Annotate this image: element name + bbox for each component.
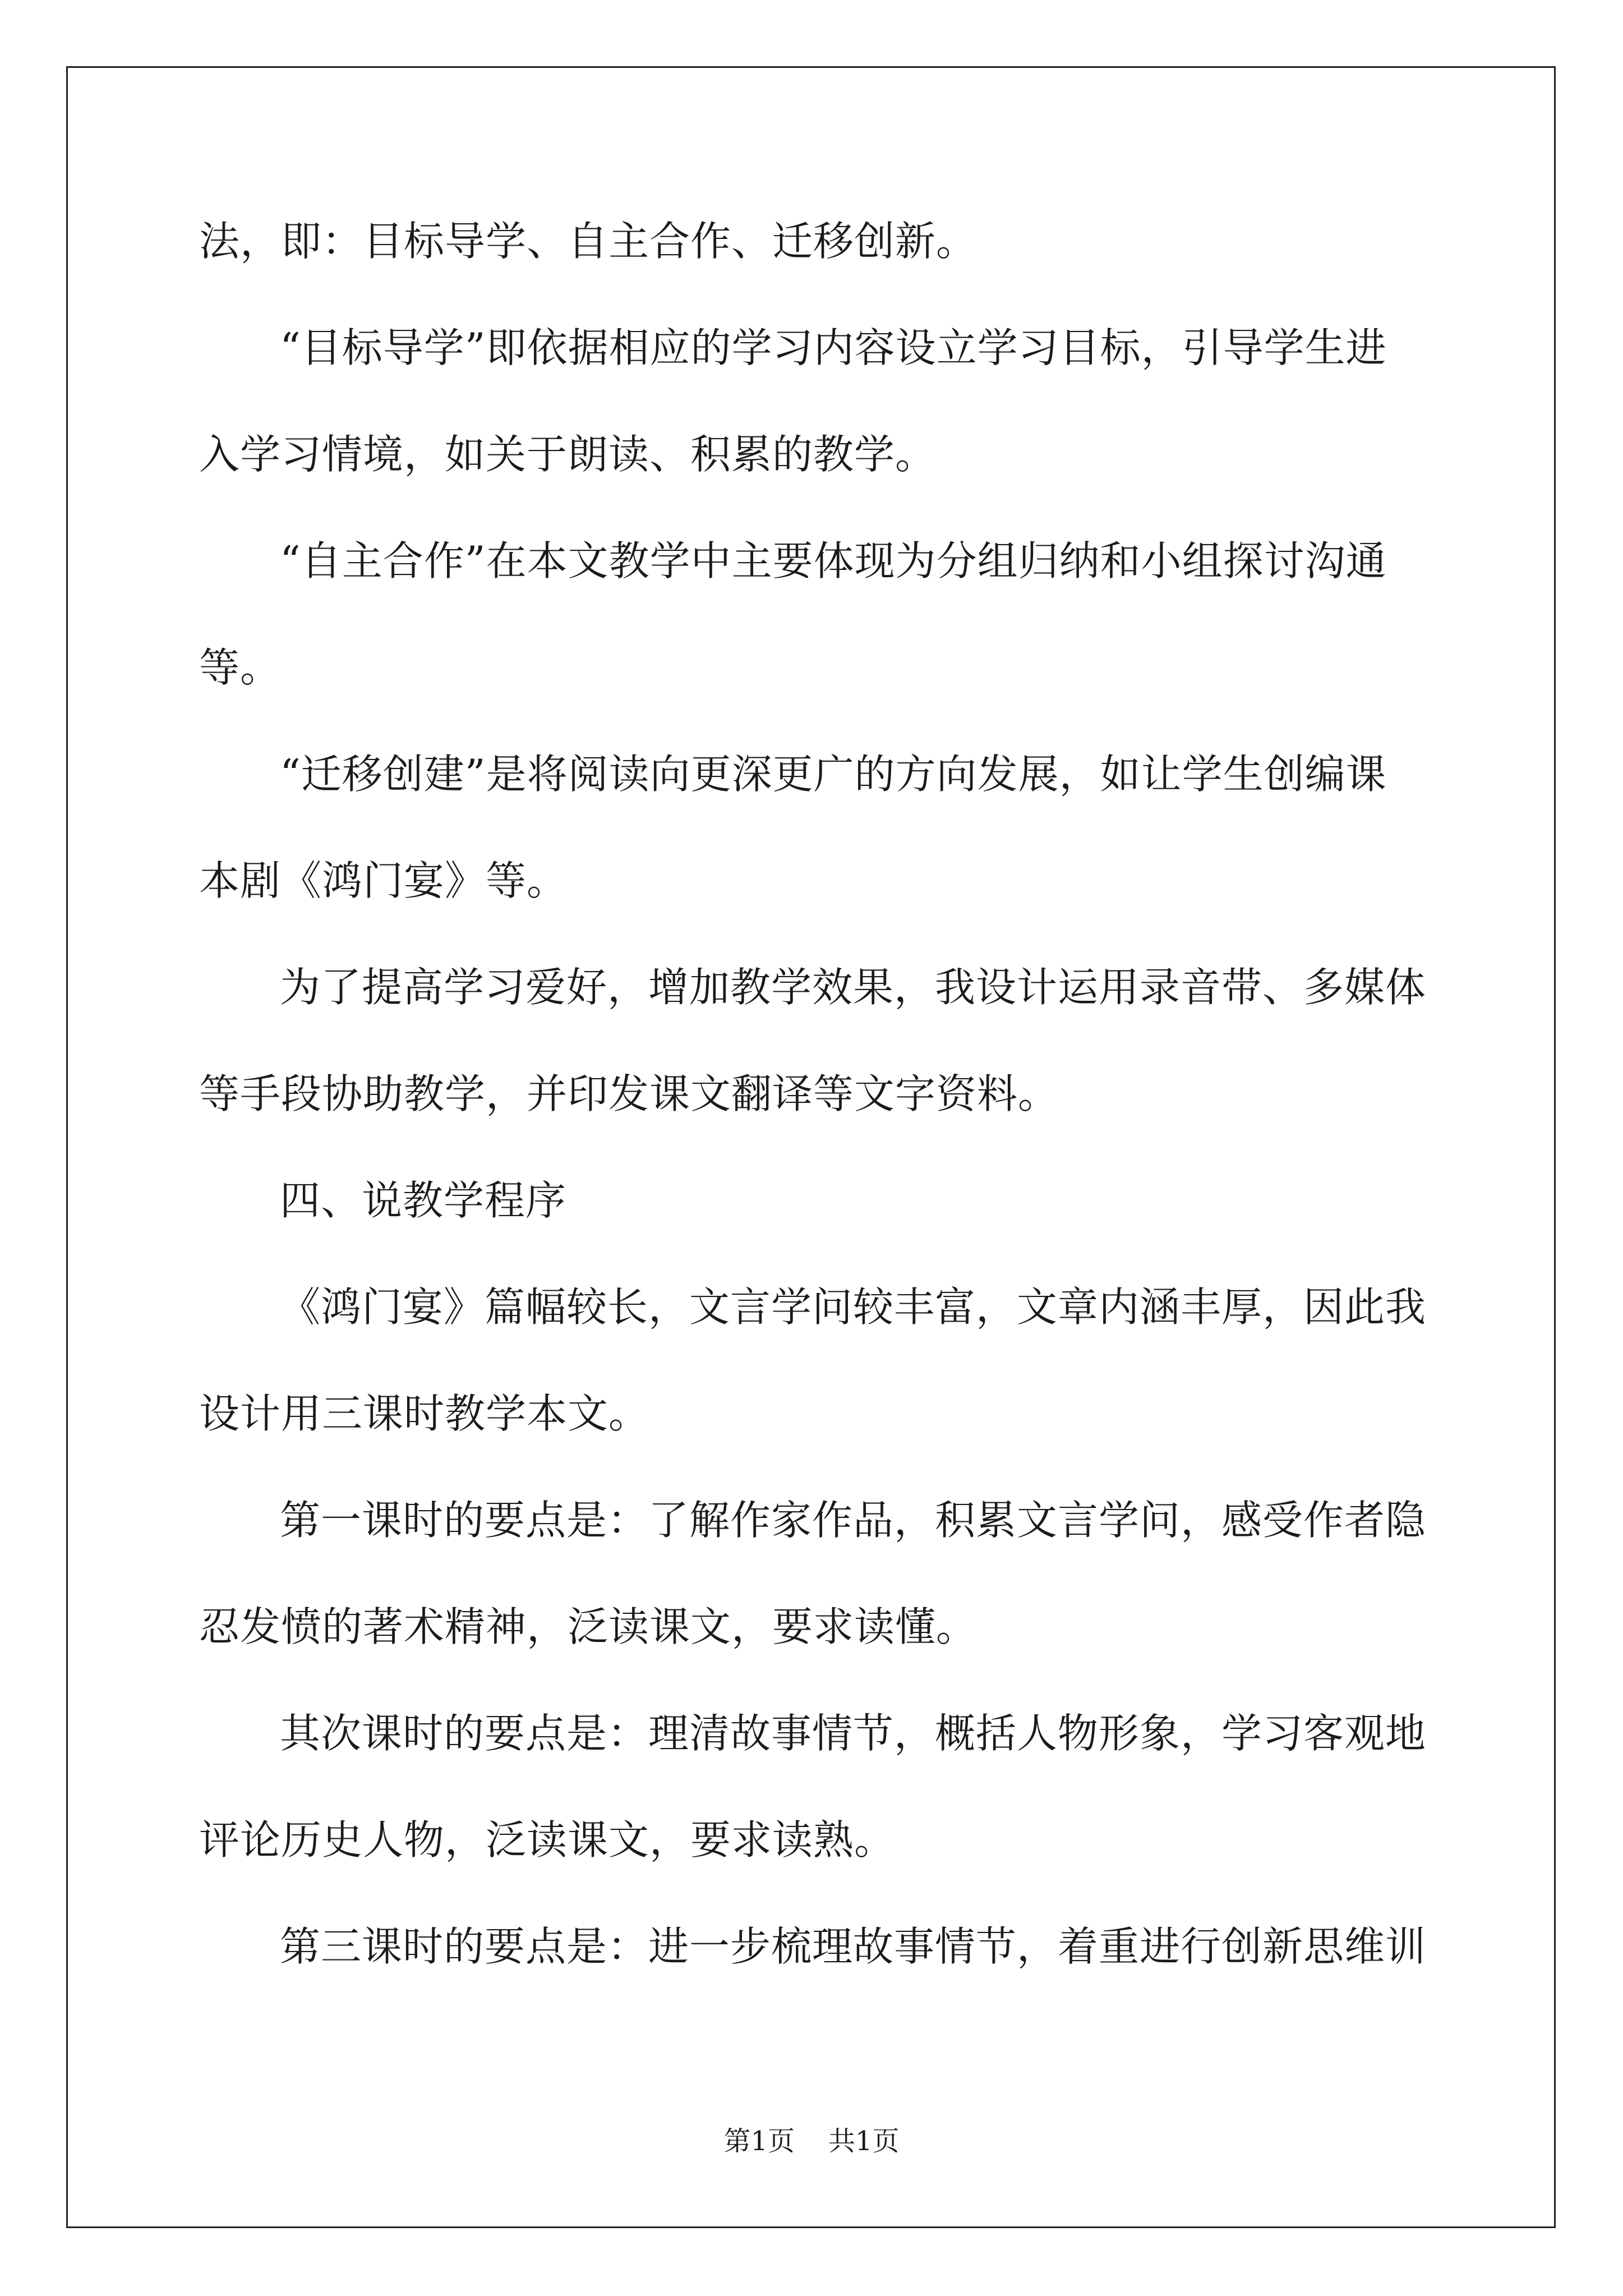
page-footer xyxy=(0,2124,1623,2158)
text-line: 评论历史人物，泛读课文，要求读熟。 xyxy=(199,1816,896,1864)
text-line: “自主合作”在本文教学中主要体现为分组归纳和小组探讨沟通 xyxy=(280,537,1387,585)
text-line: 本剧《鸿门宴》等。 xyxy=(199,857,568,904)
text-line: 设计用三课时教学本文。 xyxy=(199,1390,650,1437)
text-line: 为了提高学习爱好，增加教学效果，我设计运用录音带、多媒体 xyxy=(280,964,1427,1011)
text-line: 法，即：目标导学、自主合作、迁移创新。 xyxy=(199,218,978,265)
text-line: 《鸿门宴》篇幅较长，文言学问较丰富，文章内涵丰厚，因此我 xyxy=(280,1283,1427,1331)
text-line: “目标导学”即依据相应的学习内容设立学习目标，引导学生进 xyxy=(280,324,1387,371)
text-line: 第一课时的要点是：了解作家作品，积累文言学问，感受作者隐 xyxy=(280,1497,1427,1544)
text-line: “迁移创建”是将阅读向更深更广的方向发展，如让学生创编课 xyxy=(280,751,1387,798)
page-total: 共1页 xyxy=(828,2125,900,2157)
text-line: 第三课时的要点是：进一步梳理故事情节，着重进行创新思维训 xyxy=(280,1923,1427,1970)
text-line: 入学习情境，如关于朗读、积累的教学。 xyxy=(199,431,937,478)
page-number: 第1页 xyxy=(723,2125,795,2157)
page-frame xyxy=(66,66,1556,2228)
text-line: 其次课时的要点是：理清故事情节，概括人物形象，学习客观地 xyxy=(280,1710,1427,1757)
text-line: 等手段协助教学，并印发课文翻译等文字资料。 xyxy=(199,1070,1059,1117)
text-line: 等。 xyxy=(199,644,282,691)
text-line: 忍发愤的著术精神，泛读课文，要求读懂。 xyxy=(199,1603,978,1650)
section-heading: 四、说教学程序 xyxy=(280,1177,567,1224)
